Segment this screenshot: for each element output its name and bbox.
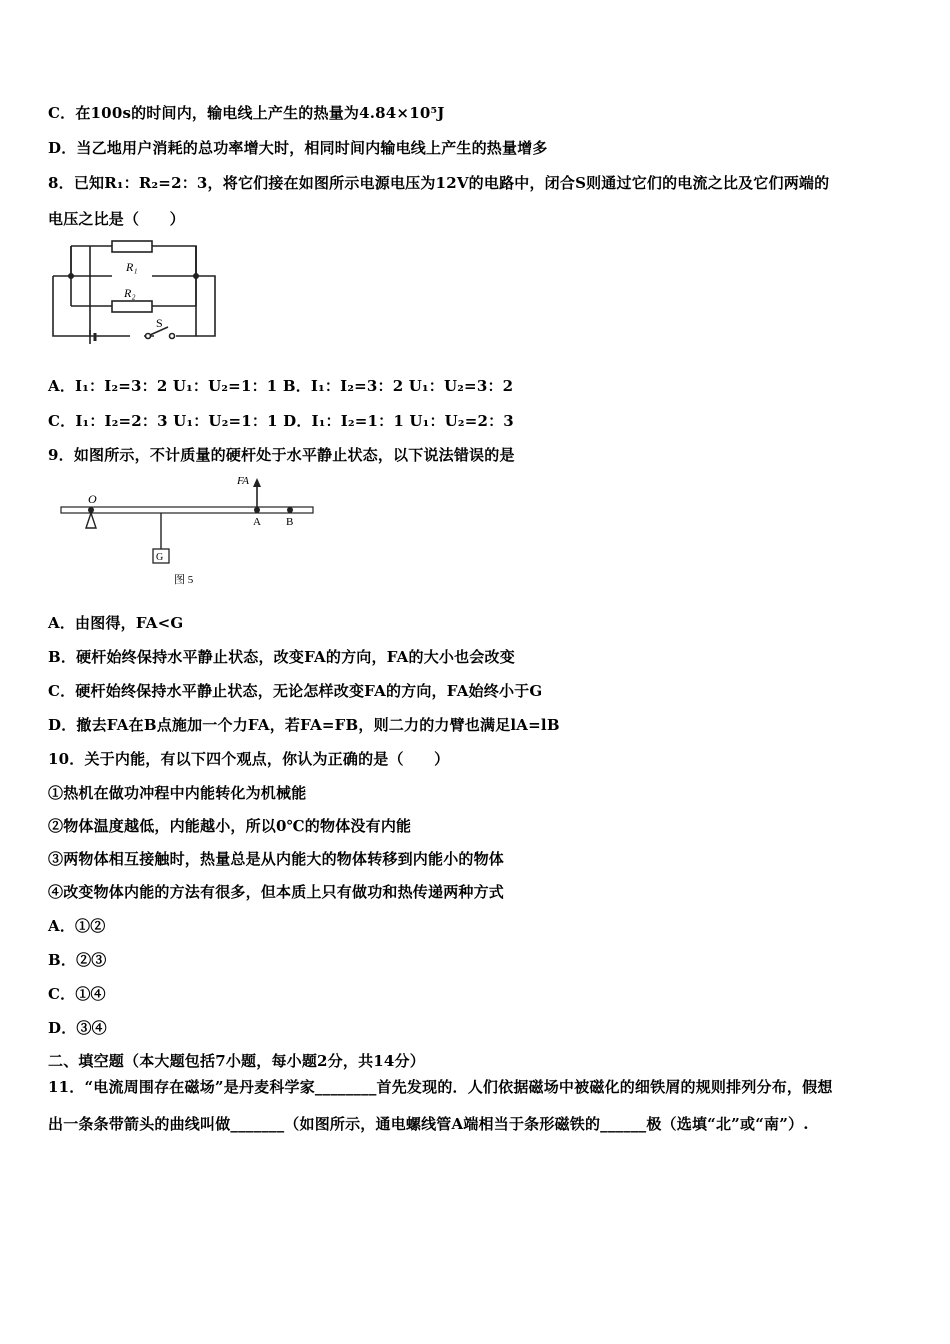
q10-statement-4: ④改变物体内能的方法有很多，但本质上只有做功和热传递两种方式 [48,883,505,901]
label-b: B [286,516,294,528]
figure-caption: 图 5 [174,574,194,586]
q9-option-d: D．撤去FA在B点施加一个力FA，若FA=FB，则二力的力臂也满足lA=lB [48,716,560,734]
q8-options-ab: A．I₁：I₂=3：2 U₁：U₂=1：1 B．I₁：I₂=3：2 U₁：U₂=3：2 [48,377,514,395]
q10-option-d: D．③④ [48,1019,107,1037]
label-s: S [156,316,163,330]
label-r2: R₂ [124,286,136,300]
lever-diagram [55,472,325,590]
circuit-diagram [48,236,222,354]
label-r1: R₁ [126,260,138,274]
q8-stem-line1: 8．已知R₁：R₂=2：3，将它们接在如图所示电源电压为12V的电路中，闭合S则通过它们的电流之比及它们两端的 [48,174,830,192]
q11-line2: 出一条条带箭头的曲线叫做_______（如图所示，通电螺线管A端相当于条形磁铁的______极（选填“北”或“南”）. [48,1115,809,1133]
q11-line1: 11．“电流周围存在磁场”是丹麦科学家________首先发现的．人们依据磁场中被磁化的细铁屑的规则排列分布，假想 [48,1078,833,1096]
q10-option-c: C．①④ [48,985,106,1003]
q10-statement-1: ①热机在做功冲程中内能转化为机械能 [48,784,307,802]
section-heading: 二、填空题（本大题包括7小题，每小题2分，共14分） [48,1052,425,1070]
lever-rod [61,507,313,513]
q10-option-a: A．①② [48,917,106,935]
q10-statement-2: ②物体温度越低，内能越小，所以0℃的物体没有内能 [48,817,412,835]
resistor-r1 [112,241,152,252]
q10-stem: 10．关于内能，有以下四个观点，你认为正确的是（ ） [48,750,450,768]
q7-option-d: D．当乙地用户消耗的总功率增大时，相同时间内输电线上产生的热量增多 [48,139,548,157]
q8-options-cd: C．I₁：I₂=2：3 U₁：U₂=1：1 D．I₁：I₂=1：1 U₁：U₂=2：3 [48,412,514,430]
q9-option-c: C．硬杆始终保持水平静止状态，无论怎样改变FA的方向，FA始终小于G [48,682,543,700]
q10-option-b: B．②③ [48,951,107,969]
label-a: A [253,516,261,528]
q10-statement-3: ③两物体相互接触时，热量总是从内能大的物体转移到内能小的物体 [48,850,505,868]
label-o: O [88,492,97,506]
label-g: G [156,552,164,563]
resistor-r2 [112,301,152,312]
label-fa: FA [237,475,250,487]
q9-option-b: B．硬杆始终保持水平静止状态，改变FA的方向，FA的大小也会改变 [48,648,515,666]
q9-stem: 9．如图所示，不计质量的硬杆处于水平静止状态，以下说法错误的是 [48,446,515,464]
q9-option-a: A．由图得，FA<G [48,614,184,632]
q7-option-c: C．在100s的时间内，输电线上产生的热量为4.84×10⁵J [48,104,445,122]
q8-stem-line2: 电压之比是（ ） [48,210,185,228]
fulcrum-icon [86,513,96,528]
